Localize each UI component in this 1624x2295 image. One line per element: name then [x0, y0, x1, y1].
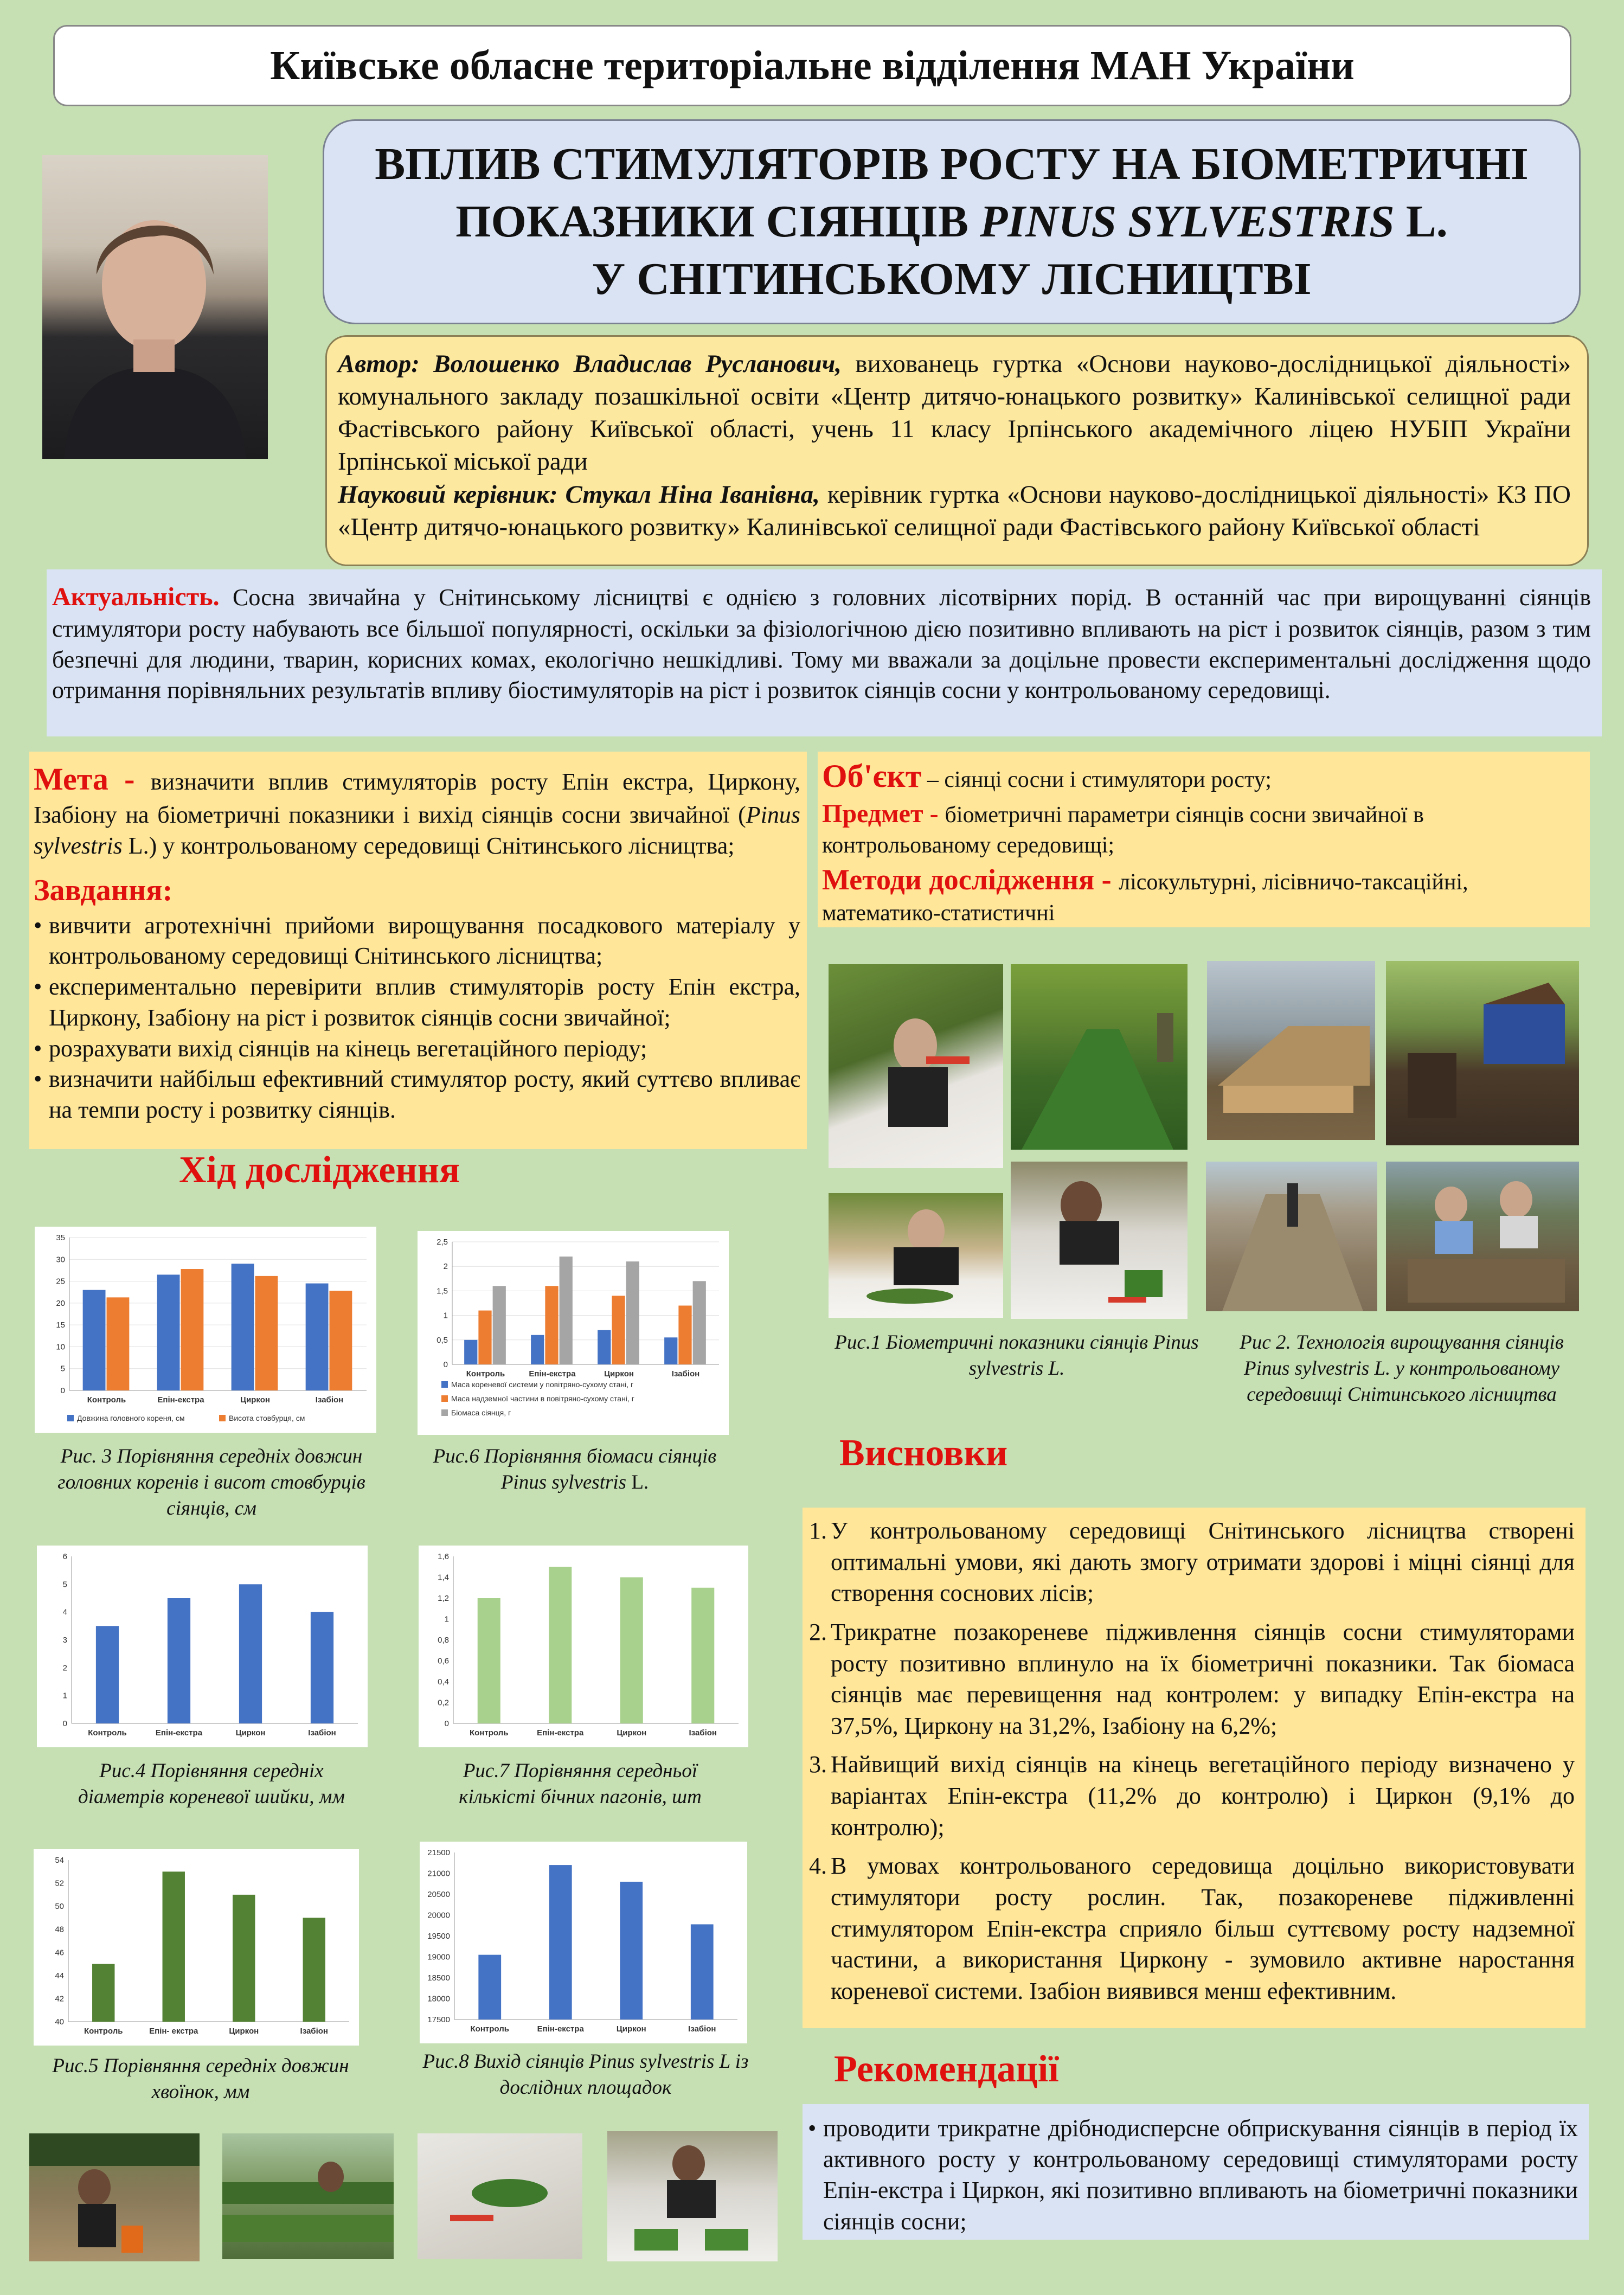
x-tick-label: Ізабіон: [689, 1728, 717, 1738]
goal-label: Мета -: [34, 761, 151, 797]
object-subject-box: [818, 752, 1590, 927]
bar: [311, 1612, 333, 1723]
bullet-icon: •: [34, 912, 42, 939]
photo-student-measuring: [829, 964, 1003, 1168]
y-tick-label: 0,2: [438, 1698, 449, 1708]
fig4-caption: Рис.4 Порівняння середніх діаметрів кореневої шийки, мм: [78, 1760, 345, 1809]
y-tick-label: 35: [56, 1233, 65, 1242]
bar: [232, 1264, 254, 1390]
x-tick-label: Контроль: [84, 2027, 123, 2036]
chart-fig7: [419, 1546, 748, 1747]
bar: [560, 1257, 573, 1364]
bar: [612, 1296, 625, 1364]
y-tick-label: 50: [55, 1902, 64, 1912]
x-tick-label: Епін-екстра: [157, 1395, 204, 1405]
conclusion-item: 3. Найвищий вихід сіянців на кінець вегетаційного періоду визначено у варіантах Епін-екстра (11,2% до контролю) і Циркон (9,1% до контролю);: [809, 1751, 1575, 1841]
y-tick-label: 2: [443, 1262, 448, 1272]
bar: [691, 1924, 714, 2020]
legend-label: Висота стовбурця, см: [229, 1414, 305, 1422]
chart-fig6-svg: [418, 1231, 729, 1435]
bar: [92, 1964, 114, 2022]
x-tick-label: Циркон: [229, 2027, 259, 2036]
y-tick-label: 0,5: [437, 1335, 448, 1345]
bar: [478, 1311, 491, 1364]
methods-label: Методи дослідження -: [822, 863, 1119, 896]
photo-content: [1386, 961, 1579, 1145]
bar: [107, 1297, 130, 1390]
task-item: • експериментально перевірити вплив стимуляторів росту Епін екстра, Циркону, Ізабіону на ріст і розвиток сіянців сосни звичайної;: [34, 972, 800, 1034]
x-tick-label: Контроль: [88, 1728, 127, 1738]
fig8-caption: Рис.8 Вихід сіянців Pinus sylvestris L із дослідних площадок: [422, 2050, 749, 2099]
chart-fig8-svg: [420, 1842, 747, 2043]
y-tick-label: 1: [443, 1311, 448, 1320]
tasks-heading: [34, 871, 800, 910]
y-tick-label: 54: [55, 1856, 64, 1865]
photo-content: [29, 2133, 200, 2261]
photo-content: [418, 2133, 582, 2259]
y-tick-label: 19500: [427, 1932, 450, 1941]
photo-student-results: [607, 2131, 778, 2261]
conclusions-title: Висновки: [839, 1432, 1008, 1474]
goal-text: визначити вплив стимуляторів росту Епін екстра, Циркону, Ізабіону на біометричні показники і вихід сіянців сосни звичайної (: [34, 768, 800, 828]
y-tick-label: 4: [62, 1607, 67, 1617]
author-info-box: [325, 335, 1589, 566]
bar: [168, 1598, 190, 1723]
y-tick-label: 0: [62, 1719, 67, 1728]
bar: [163, 1871, 185, 2022]
x-tick-label: Ізабіон: [671, 1369, 700, 1379]
bullet-icon: •: [34, 1066, 42, 1093]
x-tick-label: Епін-екстра: [537, 2024, 584, 2034]
bar: [303, 1918, 325, 2022]
supervisor-label: Науковий керівник: Стукал Ніна Іванівна,: [338, 480, 820, 509]
bullet-icon: •: [808, 2115, 817, 2142]
bar: [255, 1276, 278, 1390]
goal-paragraph: [34, 759, 800, 861]
x-tick-label: Епін-екстра: [537, 1728, 584, 1738]
y-tick-label: 21500: [427, 1848, 450, 1857]
x-tick-label: Контроль: [466, 1369, 505, 1379]
bar: [478, 1598, 500, 1723]
bullet-icon: •: [34, 1035, 42, 1062]
y-tick-label: 46: [55, 1948, 64, 1958]
tasks-label: Завдання:: [34, 874, 173, 908]
bar: [545, 1286, 558, 1364]
subject-label: Предмет -: [822, 799, 945, 828]
photo-bed-preparation: [1206, 1162, 1377, 1311]
photo-greenhouse: [1207, 961, 1375, 1140]
legend-label: Довжина головного кореня, см: [77, 1414, 185, 1422]
bar: [464, 1340, 477, 1364]
y-tick-label: 48: [55, 1925, 64, 1934]
y-tick-label: 6: [62, 1552, 67, 1561]
y-tick-label: 44: [55, 1971, 64, 1980]
bar: [620, 1882, 643, 2020]
goal-text-end: L.) у контрольованому середовищі Снітинського лісництва;: [122, 832, 735, 859]
bar: [620, 1578, 643, 1724]
legend-swatch: [441, 1395, 448, 1402]
title-latin-name: PINUS SYLVESTRIS: [980, 196, 1395, 247]
bar: [239, 1584, 262, 1723]
bar: [330, 1291, 352, 1390]
y-tick-label: 17500: [427, 2015, 450, 2024]
photo-content: [829, 964, 1003, 1168]
y-tick-label: 20500: [427, 1890, 450, 1899]
chart-fig3-svg: [35, 1227, 376, 1433]
y-tick-label: 5: [62, 1580, 67, 1589]
legend-label: Біомаса сіянця, г: [451, 1408, 511, 1417]
y-tick-label: 0: [444, 1719, 449, 1728]
conclusion-item: 1. У контрольованому середовищі Снітинського лісництва створені оптимальні умови, які дають змогу отримати здорові і міцні сіянці для створення соснових лісів;: [809, 1517, 1575, 1607]
y-tick-label: 52: [55, 1879, 64, 1888]
photo-content: [1207, 961, 1375, 1140]
y-tick-label: 1,4: [438, 1573, 449, 1582]
relevance-text: Сосна звичайна у Снітинському лісництві є однією з головних лісотвірних порід. В останній час при вирощуванні сіянців стимулятори росту набувають все більшої популярності, оскільки за фізіологічною дією позитивно впливають на ріст і розвиток сіянців, разом з тим безпечні для людини, тварин, корисних комах, екологічно нешкідливі. Тому ми вважали за доцільне провести експериментальні дослідження щодо отримання порівняльних результатів впливу біостимуляторів на ріст і розвиток сіянців сосни у контрольованому середовищі.: [52, 584, 1591, 704]
y-tick-label: 19000: [427, 1952, 450, 1962]
y-tick-label: 3: [62, 1636, 67, 1645]
relevance-label: Актуальність.: [52, 582, 220, 611]
supervisor-paragraph: [338, 478, 1571, 543]
photo-seedling-sample: [418, 2133, 582, 2259]
photo-spraying: [29, 2133, 200, 2261]
task-item: • розрахувати вихід сіянців на кінець вегетаційного періоду;: [34, 1034, 800, 1065]
conclusion-item: 2. Трикратне позакореневе підживлення сіянців сосни стимуляторами росту позитивно вплинуло на їх біометричні показники. Так біомаса сіянців має перевищення над контролем: у випадку Епін-екстра на 37,5%, Циркону на 31,2%, Ізабіону на 6,2%;: [809, 1618, 1575, 1739]
y-tick-label: 0,4: [438, 1677, 449, 1687]
bar: [531, 1335, 544, 1364]
fig7-caption: Рис.7 Порівняння середньої кількісті бічних пагонів, шт: [459, 1760, 702, 1809]
organization-title-text: Київське обласне територіальне відділення МАН України: [270, 42, 1355, 88]
x-tick-label: Циркон: [240, 1395, 270, 1405]
fig2-caption: Рис 2. Технологія вирощування сіянців Pinus sylvestris L. у контрольованому середовищі Снітинського лісництва: [1240, 1331, 1564, 1406]
bar: [693, 1281, 706, 1364]
photo-content: [222, 2133, 394, 2259]
chart-fig6: [418, 1231, 729, 1435]
recommendations-title: Рекомендації: [834, 2048, 1059, 2090]
poster-title: [323, 119, 1581, 324]
goal-latin-name: Pinus sylvestris: [34, 801, 800, 859]
chart-fig8: [420, 1842, 747, 2043]
recommendation-item: • проводити трикратне дрібнодисперсне обприскування сіянців в період їх активного росту у контрольованому середовищі стимуляторами росту Епін-екстра і Циркон, які позитивно впливають на біометричні показники сіянців сосни;: [808, 2113, 1578, 2237]
bar: [83, 1290, 106, 1390]
bar: [181, 1269, 204, 1390]
x-tick-label: Циркон: [616, 2024, 646, 2034]
y-tick-label: 1: [62, 1691, 67, 1701]
fig5-caption: Рис.5 Порівняння середніх довжин хвоїнок, мм: [52, 2055, 349, 2104]
author-paragraph: [338, 348, 1571, 478]
y-tick-label: 21000: [427, 1869, 450, 1879]
y-tick-label: 1,6: [438, 1552, 449, 1561]
title-line-1: ВПЛИВ СТИМУЛЯТОРІВ РОСТУ НА БІОМЕТРИЧНІ: [375, 139, 1529, 190]
photo-pine-beds: [1011, 964, 1187, 1150]
x-tick-label: Контроль: [470, 2024, 509, 2034]
x-tick-label: Епін- екстра: [149, 2027, 198, 2036]
conclusion-item: 4. В умовах контрольованого середовища доцільно використовувати стимулятори росту рослин. Так, позакореневе підживленні стимулятором Епін-екстра сприяло більш суттєвому росту надземної частини, а використання Циркону - зумовило активне наростання кореневої системи. Ізабіон виявився менш ефективним.: [809, 1852, 1575, 2004]
bar: [678, 1306, 691, 1364]
chart-fig3: [35, 1227, 376, 1433]
object-line: [822, 755, 1586, 797]
photo-soil-truck: [1386, 961, 1579, 1145]
bar: [96, 1626, 119, 1723]
relevance-box: [47, 569, 1602, 736]
y-tick-label: 40: [55, 2017, 64, 2027]
x-tick-label: Циркон: [604, 1369, 634, 1379]
chart-fig7-svg: [419, 1546, 748, 1747]
organization-title: [53, 25, 1571, 106]
y-tick-label: 2,5: [437, 1238, 448, 1247]
y-tick-label: 5: [60, 1364, 65, 1374]
author-text: вихованець гуртка «Основи науково-дослідницької діяльності» комунального закладу позашкільної освіти «Центр дитячо-юнацького розвитку» Калинівської селищної ради Фастівського району Київської області, учень 11 класу Ірпінського академічного ліцею НУБІП України Ірпінської міської ради: [338, 350, 1571, 476]
chart-fig4-svg: [37, 1546, 368, 1747]
photo-beds-care: [222, 2133, 394, 2259]
bar: [157, 1274, 180, 1390]
fig1-caption: Рис.1 Біометричні показники сіянців Pinus sylvestris L.: [835, 1331, 1199, 1380]
y-tick-label: 1,2: [438, 1594, 449, 1603]
y-tick-label: 10: [56, 1342, 65, 1352]
photo-content: [607, 2131, 778, 2261]
bar: [306, 1284, 329, 1390]
photo-content: [1011, 964, 1187, 1150]
chart-fig4: [37, 1546, 368, 1747]
x-tick-label: Епін-екстра: [529, 1369, 576, 1379]
supervisor-text: керівник гуртка «Основи науково-дослідницької діяльності» КЗ ПО «Центр дитячо-юнацького розвитку» Калинівської селищної ради Фастівського району Київської області: [338, 480, 1571, 541]
photo-content: [1011, 1162, 1187, 1319]
y-tick-label: 0: [443, 1360, 448, 1369]
bar: [478, 1955, 501, 2020]
author-portrait: [42, 155, 268, 459]
x-tick-label: Епін-екстра: [155, 1728, 203, 1738]
chart-fig5-svg: [34, 1849, 359, 2046]
recommendations-box: [803, 2104, 1589, 2240]
object-text: – сіянці сосни і стимулятори росту;: [921, 767, 1272, 792]
photo-content: [1206, 1162, 1377, 1311]
bar: [549, 1865, 572, 2020]
y-tick-label: 42: [55, 1994, 64, 2004]
tasks-list: [34, 911, 800, 1126]
methods-text: лісокультурні, лісівничо-таксаційні, математико-статистичні: [822, 869, 1468, 926]
conclusions-box: [803, 1508, 1586, 2028]
legend-label: Маса кореневої системи у повітряно-сухому стані, г: [451, 1380, 634, 1389]
bar: [233, 1895, 255, 2022]
title-line-3: У СНІТИНСЬКОМУ ЛІСНИЦТВІ: [592, 253, 1312, 304]
x-tick-label: Ізабіон: [315, 1395, 344, 1405]
photo-student-needles: [1011, 1162, 1187, 1319]
bar: [691, 1588, 714, 1723]
progress-title: Хід дослідження: [179, 1149, 460, 1191]
title-line-2: [455, 193, 1448, 251]
photo-content: [1386, 1162, 1579, 1311]
y-tick-label: 1: [444, 1614, 449, 1624]
bar: [549, 1567, 572, 1723]
photo-content: [829, 1193, 1003, 1318]
portrait-illustration: [42, 155, 268, 459]
y-tick-label: 0: [60, 1386, 65, 1395]
bar: [664, 1337, 677, 1364]
x-tick-label: Ізабіон: [300, 2027, 328, 2036]
subject-line: [822, 797, 1586, 861]
title-line-2-prefix: ПОКАЗНИКИ СІЯНЦІВ: [455, 196, 980, 247]
legend-swatch: [441, 1409, 448, 1416]
y-tick-label: 0,8: [438, 1636, 449, 1645]
y-tick-label: 18500: [427, 1973, 450, 1983]
x-tick-label: Циркон: [617, 1728, 647, 1738]
photo-student-table: [829, 1193, 1003, 1318]
fig3-caption: Рис. 3 Порівняння середніх довжин головних коренів і висот стовбурців сіянців, см: [57, 1445, 365, 1520]
bullet-icon: •: [34, 973, 42, 1001]
y-tick-label: 20: [56, 1298, 65, 1308]
y-tick-label: 15: [56, 1320, 65, 1330]
title-line-2-suffix: L.: [1394, 196, 1448, 247]
task-item: • вивчити агротехнічні прийоми вирощування посадкового матеріалу у контрольованому середовищі Снітинського лісництва;: [34, 911, 800, 972]
x-tick-label: Контроль: [470, 1728, 509, 1738]
bar: [626, 1261, 639, 1364]
subject-text: біометричні параметри сіянців сосни звичайної в контрольованому середовищі;: [822, 803, 1424, 858]
legend-swatch: [219, 1415, 226, 1421]
y-tick-label: 30: [56, 1255, 65, 1265]
y-tick-label: 2: [62, 1663, 67, 1673]
y-tick-label: 25: [56, 1277, 65, 1286]
bar: [598, 1330, 611, 1364]
y-tick-label: 20000: [427, 1911, 450, 1920]
x-tick-label: Циркон: [235, 1728, 266, 1738]
legend-label: Маса надземної частини в повітряно-сухому стані, г: [451, 1394, 634, 1403]
author-label: Автор: Волошенко Владислав Русланович,: [338, 350, 842, 378]
goal-tasks-box: [29, 752, 807, 1149]
object-label: Об'єкт: [822, 758, 922, 794]
y-tick-label: 1,5: [437, 1286, 448, 1296]
photo-sowing: [1386, 1162, 1579, 1311]
y-tick-label: 0,6: [438, 1656, 449, 1666]
task-item: • визначити найбільш ефективний стимулятор росту, який суттєво впливає на темпи росту і розвитку сіянців.: [34, 1064, 800, 1126]
legend-swatch: [441, 1381, 448, 1388]
y-tick-label: 18000: [427, 1994, 450, 2004]
legend-swatch: [67, 1415, 74, 1421]
x-tick-label: Ізабіон: [688, 2024, 716, 2034]
x-tick-label: Контроль: [87, 1395, 126, 1405]
methods-line: [822, 861, 1586, 928]
bar: [493, 1286, 506, 1364]
x-tick-label: Ізабіон: [308, 1728, 336, 1738]
fig6-caption: Рис.6 Порівняння біомаси сіянців Pinus sylvestris L.: [433, 1445, 717, 1494]
chart-fig5: [34, 1849, 359, 2046]
